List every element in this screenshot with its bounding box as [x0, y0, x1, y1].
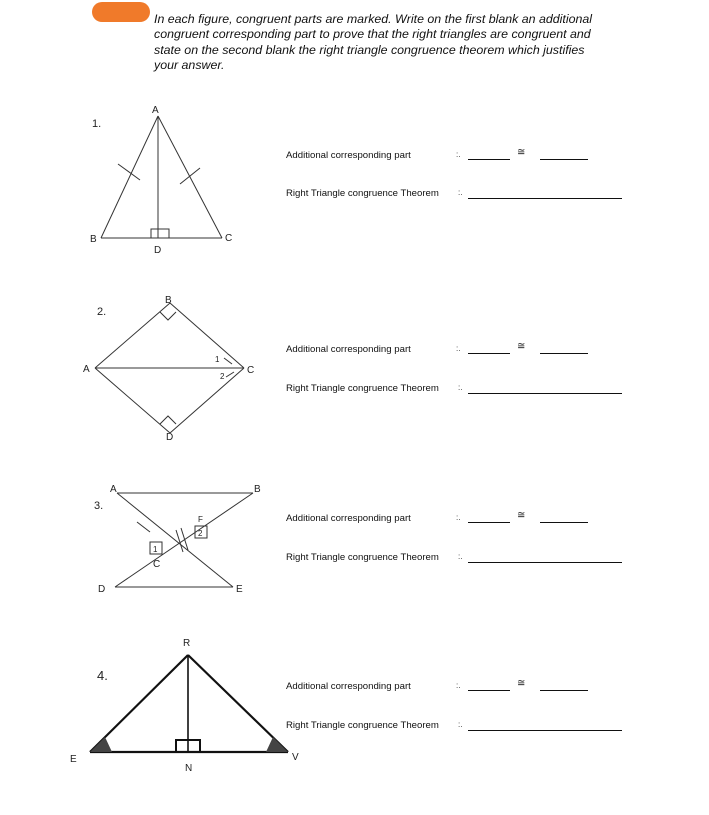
p1-additional-part-label: Additional corresponding part: [286, 150, 411, 161]
fig1-label-D: D: [154, 245, 162, 256]
fig2-label-A: A: [83, 364, 90, 375]
figure-4: [90, 655, 288, 752]
p1-blank-theorem[interactable]: [468, 197, 622, 199]
p1-theorem-therefore: :.: [458, 188, 463, 197]
p4-theorem-therefore: :.: [458, 720, 463, 729]
fig3-angle-1: 1: [153, 545, 158, 554]
problem-1-number: 1.: [92, 118, 102, 130]
p3-blank-part-2[interactable]: [540, 521, 588, 523]
fig4-label-V: V: [292, 752, 299, 763]
instruction-line-4: your answer.: [154, 58, 225, 73]
fig3-angle-2: 2: [198, 529, 203, 538]
problem-2-number: 2.: [97, 306, 107, 318]
p4-additional-part-label: Additional corresponding part: [286, 681, 411, 692]
p4-theorem-label: Right Triangle congruence Theorem: [286, 720, 439, 731]
fig3-label-E: E: [236, 584, 243, 595]
fig2-angle-2: 2: [220, 372, 225, 381]
fig2-label-D: D: [166, 432, 174, 443]
p1-congruent-symbol: ≅: [517, 147, 526, 158]
p4-blank-part-2[interactable]: [540, 689, 588, 691]
p2-theorem-label: Right Triangle congruence Theorem: [286, 383, 439, 394]
fig1-label-A: A: [152, 105, 159, 116]
fig2-label-C: C: [247, 365, 255, 376]
p4-blank-theorem[interactable]: [468, 729, 622, 731]
fig4-label-E: E: [70, 754, 77, 765]
fig2-label-B: B: [165, 295, 172, 306]
p2-theorem-therefore: :.: [458, 383, 463, 392]
p1-therefore-symbol: :.: [456, 150, 461, 159]
p3-theorem-therefore: :.: [458, 552, 463, 561]
p1-blank-part-1[interactable]: [468, 158, 510, 160]
fig3-label-F: F: [198, 515, 203, 524]
p3-congruent-symbol: ≅: [517, 510, 526, 521]
p2-therefore-symbol: :.: [456, 344, 461, 353]
p2-blank-part-1[interactable]: [468, 352, 510, 354]
problem-3-number: 3.: [94, 500, 104, 512]
p2-congruent-symbol: ≅: [517, 341, 526, 352]
instruction-line-2: congruent corresponding part to prove that the right triangles are congruent and: [154, 27, 591, 42]
figure-2: [95, 303, 244, 433]
fig3-label-C: C: [153, 559, 161, 570]
fig4-label-R: R: [183, 638, 191, 649]
p2-additional-part-label: Additional corresponding part: [286, 344, 411, 355]
p4-congruent-symbol: ≅: [517, 678, 526, 689]
p3-additional-part-label: Additional corresponding part: [286, 513, 411, 524]
fig2-angle-1: 1: [215, 355, 220, 364]
fig4-label-N: N: [185, 763, 193, 774]
problem-4-number: 4.: [97, 668, 108, 683]
p3-therefore-symbol: :.: [456, 513, 461, 522]
fig1-label-B: B: [90, 234, 97, 245]
figure-1: [101, 116, 222, 238]
instruction-line-3: state on the second blank the right triangle congruence theorem which justifies: [154, 42, 585, 57]
p3-theorem-label: Right Triangle congruence Theorem: [286, 552, 439, 563]
p3-blank-theorem[interactable]: [468, 561, 622, 563]
fig1-label-C: C: [225, 233, 233, 244]
p4-blank-part-1[interactable]: [468, 689, 510, 691]
fig3-label-B: B: [254, 484, 261, 495]
fig3-label-D: D: [98, 584, 106, 595]
p2-blank-theorem[interactable]: [468, 392, 622, 394]
p2-blank-part-2[interactable]: [540, 352, 588, 354]
instruction-line-1: In each figure, congruent parts are marked. Write on the first blank an additional: [154, 12, 593, 26]
fig3-label-A: A: [110, 484, 117, 495]
p4-therefore-symbol: :.: [456, 681, 461, 690]
p3-blank-part-1[interactable]: [468, 521, 510, 523]
p1-theorem-label: Right Triangle congruence Theorem: [286, 188, 439, 199]
figure-3: [115, 493, 253, 587]
p1-blank-part-2[interactable]: [540, 158, 588, 160]
